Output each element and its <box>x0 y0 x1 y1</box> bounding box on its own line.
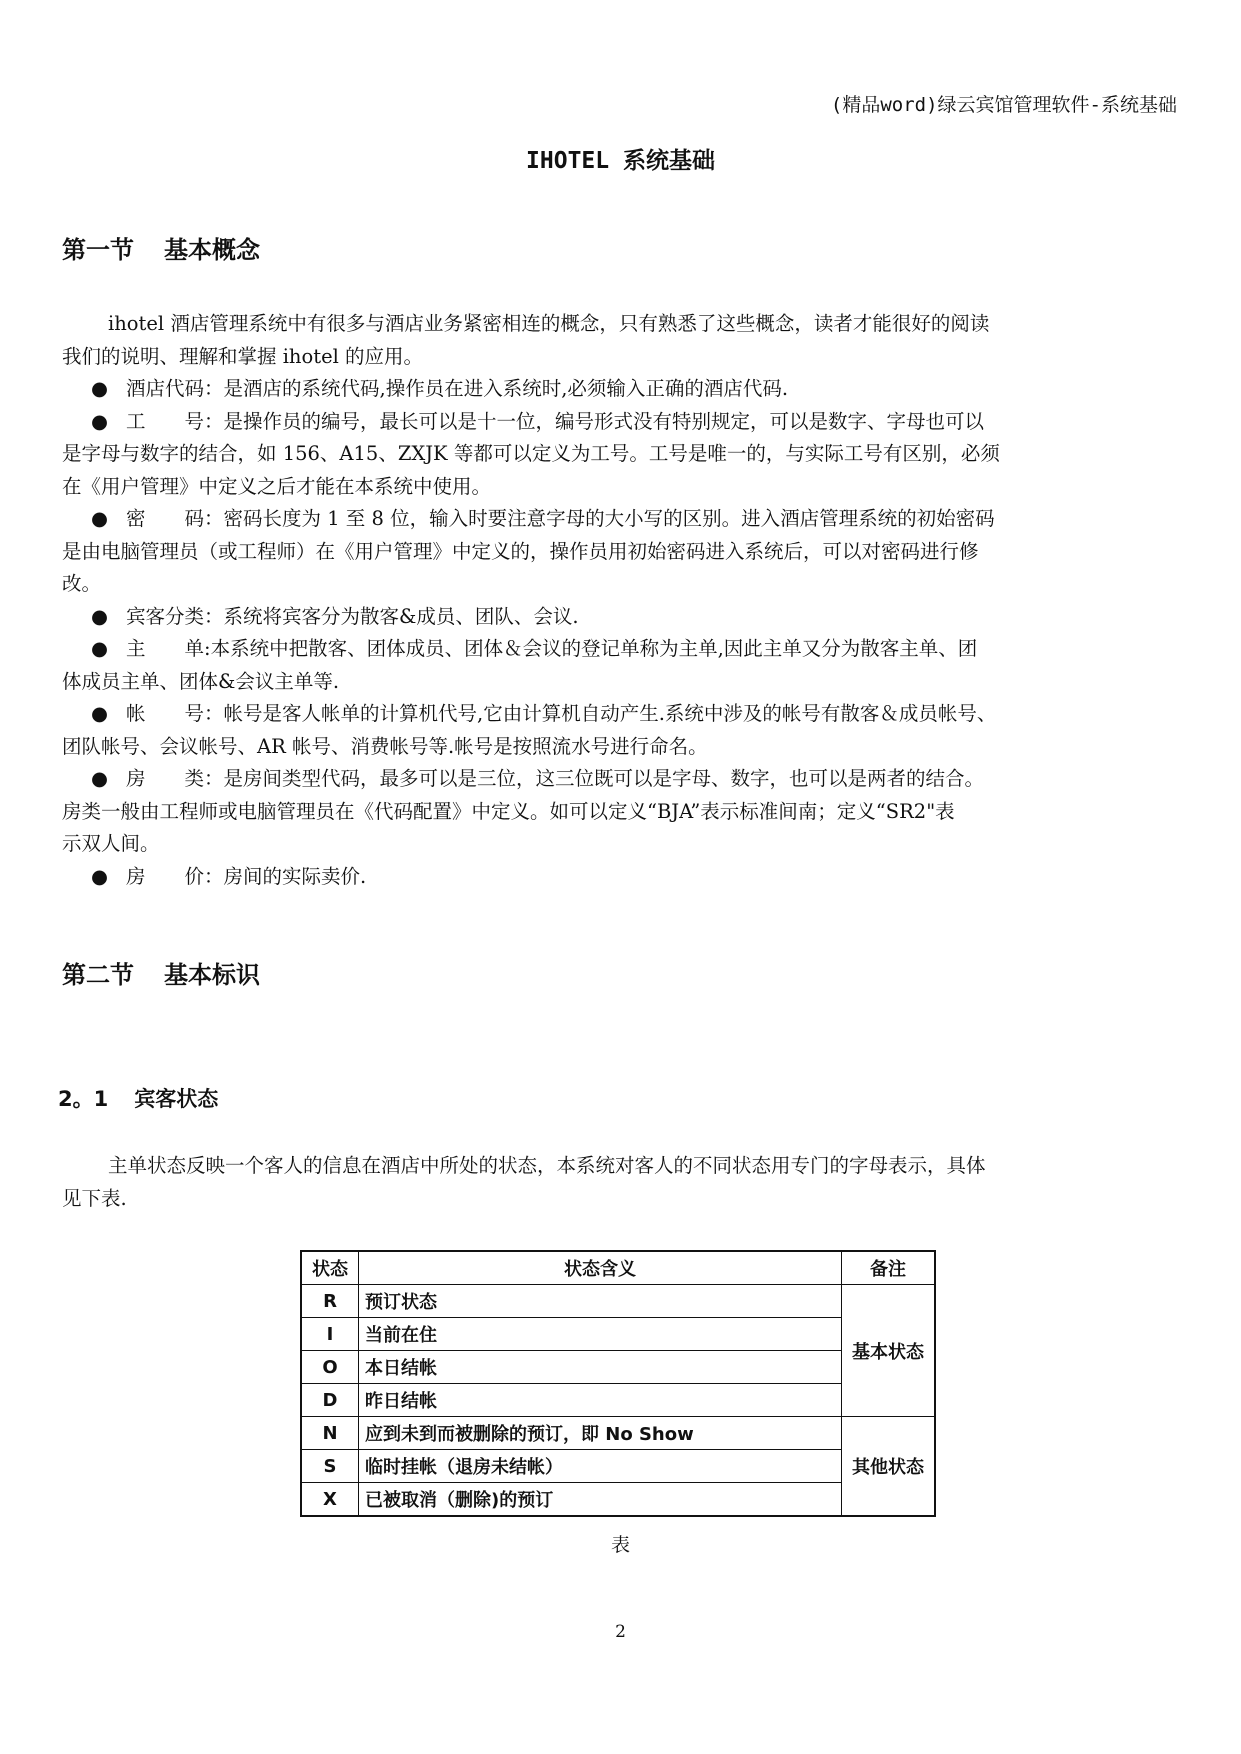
paragraph-line: 体成员主单、团体&会议主单等. <box>62 669 340 693</box>
table-caption: 表 <box>610 1534 630 1556</box>
section-1-body <box>62 308 1212 893</box>
paragraph-line: 在《用户管理》中定义之后才能在本系统中使用。 <box>62 474 492 498</box>
table-header: 状态 <box>301 1251 359 1285</box>
table-header: 备注 <box>842 1251 936 1285</box>
paragraph-line: 见下表. <box>62 1186 127 1210</box>
bullet-item-password: ● 密 码：密码长度为 1 至 8 位，输入时要注意字母的大小写的区别。进入酒店管理系统的初始密码 <box>62 503 1212 536</box>
paragraph-line: 主单状态反映一个客人的信息在酒店中所处的状态，本系统对客人的不同状态用专门的字母表示，具体 <box>108 1154 986 1177</box>
bullet-item-room-type: ● 房 类：是房间类型代码，最多可以是三位，这三位既可以是字母、数字，也可以是两者的结合。 <box>62 763 1212 796</box>
page-number: 2 <box>615 1622 626 1642</box>
bullet-icon: ● <box>90 409 108 433</box>
section-2-number: 第二节 <box>62 961 134 989</box>
paragraph-line: 是字母与数字的结合，如 156、A15、ZXJK 等都可以定义为工号。工号是唯一的，与实际工号有区别，必须 <box>62 442 1000 465</box>
table-row <box>301 1384 935 1417</box>
table-row <box>301 1483 935 1517</box>
status-code: R <box>301 1285 359 1318</box>
status-meaning: 预订状态 <box>359 1285 842 1318</box>
status-meaning: 昨日结帐 <box>359 1384 842 1417</box>
status-meaning: 临时挂帐（退房未结帐） <box>359 1450 842 1483</box>
section-1-heading <box>62 230 260 265</box>
table-row <box>301 1285 935 1318</box>
subsection-number: 2。1 <box>58 1087 109 1111</box>
bullet-icon: ● <box>90 864 108 888</box>
status-meaning: 当前在住 <box>359 1318 842 1351</box>
paragraph-line: 我们的说明、理解和掌握 ihotel 的应用。 <box>62 344 424 368</box>
intro-paragraph <box>62 1150 1212 1215</box>
document-title: IHOTEL 系统基础 <box>526 148 715 174</box>
table-row <box>301 1351 935 1384</box>
paragraph-line: 改。 <box>62 572 102 595</box>
table-row <box>301 1318 935 1351</box>
section-1-name: 基本概念 <box>164 236 260 264</box>
running-header: (精品word)绿云宾馆管理软件-系统基础 <box>830 94 1177 116</box>
status-meaning: 已被取消（删除)的预订 <box>359 1483 842 1517</box>
bullet-icon: ● <box>90 637 108 660</box>
status-table <box>300 1250 936 1517</box>
status-code: O <box>301 1351 359 1384</box>
status-group-note: 基本状态 <box>842 1285 936 1417</box>
bullet-icon: ● <box>90 702 108 725</box>
table-header-row <box>301 1251 935 1285</box>
table-row <box>301 1417 935 1450</box>
status-code: X <box>301 1483 359 1517</box>
paragraph-line: 房类一般由工程师或电脑管理员在《代码配置》中定义。如可以定义“BJA”表示标准间南；定义“SR2"表 <box>62 799 955 823</box>
section-2-name: 基本标识 <box>164 961 260 989</box>
status-meaning: 本日结帐 <box>359 1351 842 1384</box>
paragraph-line: ihotel 酒店管理系统中有很多与酒店业务紧密相连的概念，只有熟悉了这些概念，读者才能很好的阅读 <box>108 312 990 335</box>
table-row <box>301 1450 935 1483</box>
bullet-icon: ● <box>90 507 108 530</box>
status-code: D <box>301 1384 359 1417</box>
status-group-note: 其他状态 <box>842 1417 936 1517</box>
bullet-item-guest-type: ● 宾客分类：系统将宾客分为散客&成员、团队、会议. <box>62 601 1212 634</box>
paragraph-line: 示双人间。 <box>62 832 160 855</box>
table-header: 状态含义 <box>359 1251 842 1285</box>
paragraph-line: 是由电脑管理员（或工程师）在《用户管理》中定义的，操作员用初始密码进入系统后，可以对密码进行修 <box>62 539 979 563</box>
section-2-heading <box>62 955 260 990</box>
status-code: I <box>301 1318 359 1351</box>
bullet-item-staff-id: ● 工 号：是操作员的编号，最长可以是十一位，编号形式没有特别规定，可以是数字、字母也可以 <box>62 406 1212 439</box>
section-1-number: 第一节 <box>62 236 134 264</box>
status-code: S <box>301 1450 359 1483</box>
subsection-heading <box>58 1083 218 1113</box>
status-code: N <box>301 1417 359 1450</box>
bullet-item-master-folio: ● 主 单:本系统中把散客、团体成员、团体＆会议的登记单称为主单,因此主单又分为散客主单、团 <box>62 633 1212 666</box>
bullet-icon: ● <box>90 377 108 400</box>
bullet-item-account: ● 帐 号：帐号是客人帐单的计算机代号,它由计算机自动产生.系统中涉及的帐号有散客＆成员帐号、 <box>62 698 1212 731</box>
bullet-item-room-rate: ● 房 价：房间的实际卖价. <box>62 861 1212 894</box>
paragraph-line: 团队帐号、会议帐号、AR 帐号、消费帐号等.帐号是按照流水号进行命名。 <box>62 734 708 758</box>
bullet-icon: ● <box>90 604 108 628</box>
bullet-icon: ● <box>90 767 108 790</box>
subsection-name: 宾客状态 <box>134 1087 219 1111</box>
status-meaning: 应到未到而被删除的预订，即 No Show <box>359 1417 842 1450</box>
bullet-item-hotel-code: ● 酒店代码：是酒店的系统代码,操作员在进入系统时,必须输入正确的酒店代码. <box>62 373 1212 406</box>
